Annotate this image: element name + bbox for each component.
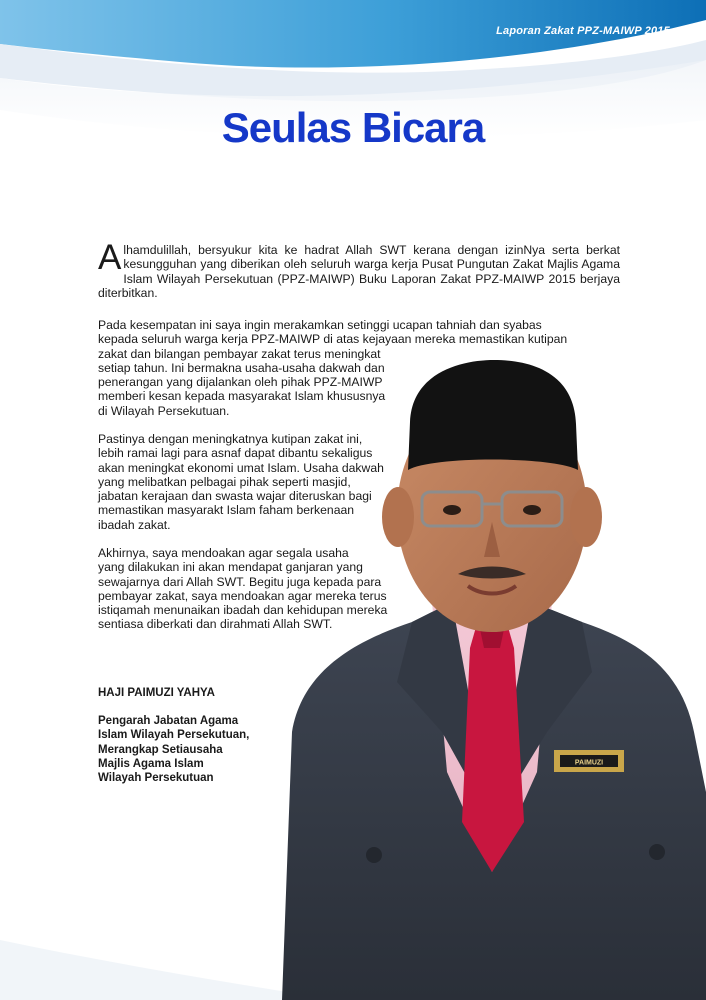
page-title: Seulas Bicara — [221, 104, 485, 151]
songkok-cap — [408, 360, 578, 470]
text-line: Akhirnya, saya mendoakan agar segala usaha — [98, 546, 349, 560]
signatory-role-line: Merangkap Setiausaha — [98, 743, 223, 756]
paragraph-intro — [98, 238, 620, 300]
jacket-button — [366, 847, 382, 863]
text-line: setiap tahun. Ini bermakna usaha-usaha dakwah dan — [98, 360, 385, 375]
text-line: zakat dan bilangan pembayar zakat terus meningkat — [98, 346, 381, 361]
text-line: kepada seluruh warga kerja PPZ-MAIWP di atas kejayaan mereka memastikan kutipan — [98, 332, 568, 347]
text-line: lebih ramai lagi para asnaf dapat dibantu sekaligus — [98, 446, 373, 461]
portrait-photo — [262, 352, 706, 1000]
signatory-name: HAJI PAIMUZI YAHYA — [98, 687, 215, 699]
signatory-role-line: Majlis Agama Islam — [98, 757, 204, 770]
text-line: memberi kesan kepada masyarakat Islam khususnya — [98, 389, 386, 404]
text-line: ibadah zakat. — [98, 517, 171, 532]
jacket-button — [649, 844, 665, 860]
text-line: yang dilakukan ini akan mendapat ganjaran yang — [98, 560, 363, 575]
text-line: penerangan yang dijalankan oleh pihak PPZ-MAIWP — [98, 375, 383, 390]
text-line: sewajarnya dari Allah SWT. Begitu juga kepada para — [98, 574, 382, 589]
text-line: di Wilayah Persekutuan. — [98, 403, 230, 418]
text-line: akan meningkat ekonomi umat Islam. Usaha dakwah — [98, 460, 384, 475]
drop-cap: A — [98, 238, 122, 277]
text-line: sentiasa diberkati dan dirahmati Allah SWT. — [98, 617, 333, 632]
signatory-role-line: Wilayah Persekutuan — [98, 772, 214, 785]
text-line: istiqamah menunaikan ibadah dan kehidupan mereka — [98, 603, 388, 618]
text-line: jabatan kerajaan dan swasta wajar diteruskan bagi — [98, 489, 372, 504]
name-tag-text: PAIMUZI — [574, 759, 604, 767]
text-line: Pada kesempatan ini saya ingin merakamkan setinggi ucapan tahniah dan syabas — [98, 318, 542, 332]
text-line: memastikan masyarakt Islam faham berkenaan — [98, 503, 355, 518]
text-line: Pastinya dengan meningkatnya kutipan zakat ini, — [98, 432, 363, 446]
signatory-role-line: Pengarah Jabatan Agama — [98, 715, 239, 728]
signature-block — [98, 686, 276, 785]
text-line: pembayar zakat, saya mendoakan agar mereka terus — [98, 588, 387, 603]
paragraph-intro-text: lhamdulillah, bersyukur kita ke hadrat Allah SWT kerana dengan izinNya serta berkat kesungguhan yang diberikan oleh seluruh warga kerja Pusat Pungutan Zakat Majlis Agama Islam Wilayah Persekutuan (PPZ-MAIWP) Buku Laporan Zakat PPZ-MAIWP 2015 berjaya diterbitkan. — [98, 243, 620, 300]
report-header-label: Laporan Zakat PPZ-MAIWP 2015 — [496, 25, 670, 37]
signatory-role-line: Islam Wilayah Persekutuan, — [98, 729, 250, 742]
text-line: yang melibatkan pelbagai pihak seperti masjid, — [98, 474, 351, 489]
